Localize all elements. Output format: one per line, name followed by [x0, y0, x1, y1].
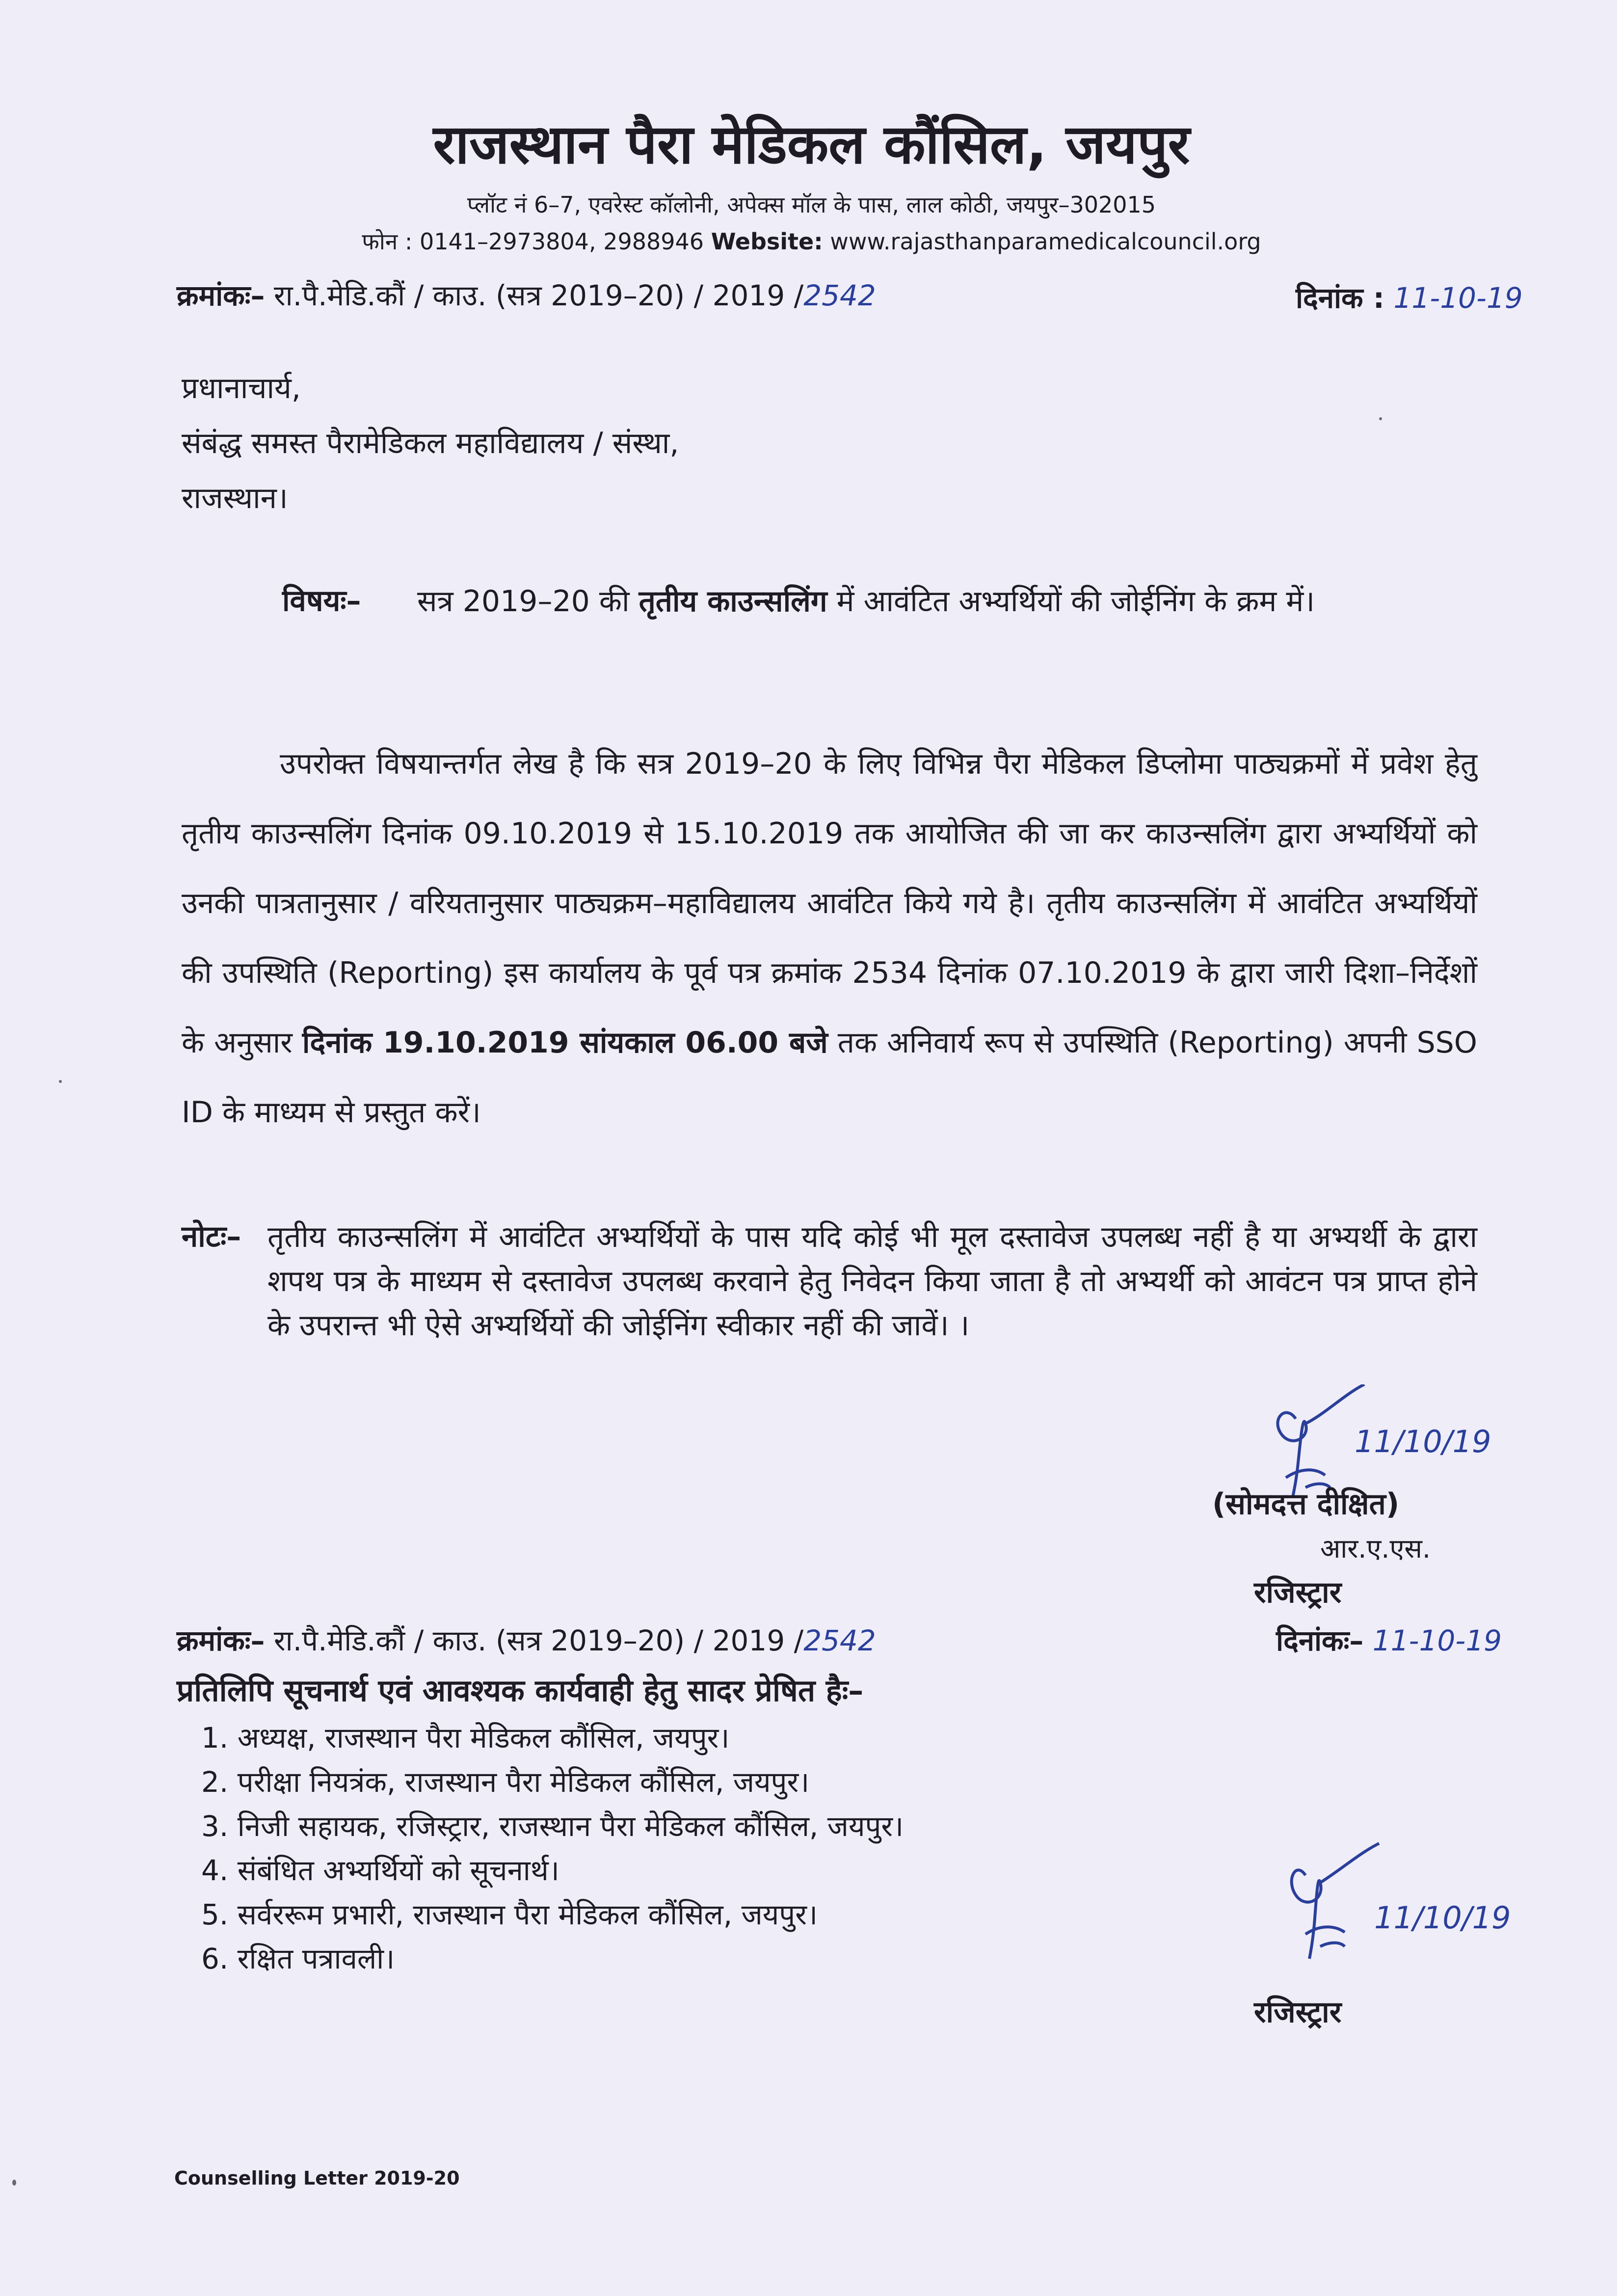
copy-date-handwritten: 11-10-19	[1372, 1624, 1502, 1657]
subject-part-2: में आवंटित अभ्यर्थियों की जोईनिंग के क्रम में।	[836, 584, 1315, 619]
copy-signer-title: रजिस्ट्रार	[1254, 1995, 1342, 2029]
website-label: Website:	[711, 228, 823, 255]
date-line	[1296, 277, 1523, 316]
list-item: 4. संबंधित अभ्यर्थियों को सूचनार्थ।	[201, 1854, 559, 1887]
copy-reference-text: रा.पै.मेडि.कौं / काउ. (सत्र 2019–20) / 2019 /	[273, 1624, 804, 1657]
date-handwritten: 11-10-19	[1393, 281, 1523, 315]
org-contact	[0, 226, 1623, 256]
org-website: www.rajasthanparamedicalcouncil.org	[830, 228, 1261, 255]
note-text: तृतीय काउन्सलिंग में आवंटित अभ्यर्थियों के पास यदि कोई भी मूल दस्तावेज उपलब्ध नहीं है या अभ्यर्थी के द्वारा शपथ पत्र के माध्यम से दस्तावेज उपलब्ध करवाने हेतु निवेदन किया जाता है तो अभ्यर्थी को आवंटन पत्र प्राप्त होने के उपरान्त भी ऐसे अभ्यर्थियों की जोईनिंग स्वीकार नहीं की जावें। ।	[267, 1220, 1477, 1343]
note-label: नोटः–	[182, 1219, 241, 1254]
subject-text	[417, 574, 1477, 628]
signer-title: रजिस्ट्रार	[1254, 1575, 1342, 1610]
body-deadline: दिनांक 19.10.2019 सांयकाल 06.00 बजे	[302, 1026, 828, 1060]
scan-edge	[1617, 0, 1623, 2296]
addressee-line-3: राजस्थान।	[182, 481, 288, 515]
copy-reference-label: क्रमांकः–	[177, 1624, 265, 1657]
list-item: 6. रक्षित पत्रावली।	[201, 1942, 395, 1975]
signer-service: आर.ए.एस.	[1320, 1533, 1431, 1564]
addressee-line-1: प्रधानाचार्य,	[182, 371, 301, 405]
signature-1-date: 11/10/19	[1355, 1424, 1491, 1459]
subject-label: विषयः–	[282, 584, 361, 618]
list-item: 5. सर्वररूम प्रभारी, राजस्थान पैरा मेडिकल कौंसिल, जयपुर।	[201, 1898, 818, 1931]
copy-date-line	[1276, 1620, 1502, 1659]
copy-date-label: दिनांकः–	[1276, 1624, 1364, 1657]
scan-speck	[12, 2180, 16, 2186]
copy-heading: प्रतिलिपि सूचनार्थ एवं आवश्यक कार्यवाही हेतु सादर प्रेषित हैः–	[177, 1673, 864, 1708]
list-item: 3. निजी सहायक, रजिस्ट्रार, राजस्थान पैरा मेडिकल कौंसिल, जयपुर।	[201, 1810, 904, 1843]
addressee-block	[182, 361, 679, 526]
org-address: प्लॉट नं 6–7, एवरेस्ट कॉलोनी, अपेक्स मॉल के पास, लाल कोठी, जयपुर–302015	[467, 191, 1156, 218]
signer-name: (सोमदत्त दीक्षित)	[1212, 1487, 1400, 1521]
body-paragraph	[182, 729, 1477, 1147]
reference-label: क्रमांकः–	[177, 279, 265, 312]
reference-text: रा.पै.मेडि.कौं / काउ. (सत्र 2019–20) / 2019 /	[273, 279, 804, 312]
list-item: 1. अध्यक्ष, राजस्थान पैरा मेडिकल कौंसिल, जयपुर।	[201, 1721, 730, 1755]
scan-speck	[1379, 417, 1382, 420]
date-label: दिनांक :	[1296, 281, 1384, 315]
list-item: 2. परीक्षा नियत्रंक, राजस्थान पैरा मेडिकल कौंसिल, जयपुर।	[201, 1765, 810, 1799]
copy-reference-number-handwritten: 2542	[803, 1624, 876, 1657]
scan-speck	[59, 1080, 62, 1083]
reference-number-handwritten: 2542	[803, 279, 876, 312]
body-part-1: उपरोक्त विषयान्तर्गत लेख है कि सत्र 2019–20 के लिए विभिन्न पैरा मेडिकल डिप्लोमा पाठ्यक्रमों में प्रवेश हेतु तृतीय काउन्सलिंग दिनांक 09.10.2019 से 15.10.2019 तक आयोजित की जा कर काउन्सलिंग द्वारा अभ्यर्थियों को उनकी पात्रतानुसार / वरियतानुसार पाठ्यक्रम–महाविद्यालय आवंटित किये गये है। तृतीय काउन्सलिंग में आवंटित अभ्यर्थियों की उपस्थिति (Reporting) इस कार्यालय के पूर्व पत्र क्रमांक 2534 दिनांक 07.10.2019 के द्वारा जारी दिशा–निर्देशों के अनुसार	[182, 747, 1477, 1060]
body-part-2: तक अनिवार्य रूप से उपस्थिति (Reporting) अपनी SSO ID के माध्यम से प्रस्तुत करें।	[182, 1026, 1477, 1130]
reference-line	[177, 275, 876, 314]
addressee-line-2: संबंद्ध समस्त पैरामेडिकल महाविद्यालय / संस्था,	[182, 426, 679, 460]
org-name: राजस्थान पैरा मेडिकल कौंसिल, जयपुर	[433, 113, 1190, 176]
copy-reference-line	[177, 1620, 876, 1659]
subject-part-1: सत्र 2019–20 की	[417, 584, 630, 619]
org-phone: फोन : 0141–2973804, 2988946	[362, 228, 704, 255]
footer-text: Counselling Letter 2019-20	[174, 2167, 460, 2189]
copy-recipient-list	[201, 1716, 904, 1981]
signature-2-date: 11/10/19	[1374, 1900, 1511, 1936]
subject-bold: तृतीय काउन्सलिंग	[639, 584, 827, 619]
